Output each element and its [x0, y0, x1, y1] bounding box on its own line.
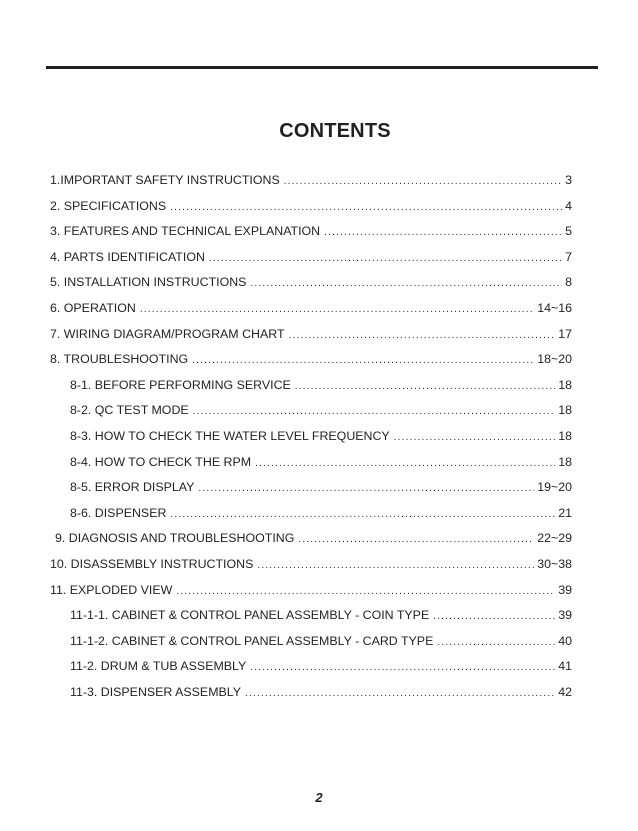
toc-entry-label: 1.IMPORTANT SAFETY INSTRUCTIONS [50, 173, 280, 187]
toc-entry-page: 8 [565, 275, 572, 290]
toc-entry-page: 30~38 [537, 557, 572, 571]
toc-leader-dots [284, 169, 562, 195]
toc-entry-label: 9. DIAGNOSIS AND TROUBLESHOOTING [55, 531, 295, 546]
toc-entry-page: 18 [558, 454, 572, 469]
toc-entry-page: 5 [565, 224, 572, 239]
toc-leader-dots [255, 451, 555, 477]
toc-entry-page: 42 [558, 685, 572, 699]
toc-entry[interactable] [50, 551, 572, 577]
toc-entry-page: 22~29 [537, 531, 572, 546]
toc-entry-page: 18 [558, 377, 572, 392]
toc-leader-dots [324, 220, 562, 246]
toc-entry-label: 8-5. ERROR DISPLAY [70, 480, 195, 495]
toc-entry-label: 11-1-2. CABINET & CONTROL PANEL ASSEMBLY - CARD TYPE [70, 633, 434, 648]
toc-entry-page: 17 [558, 326, 572, 341]
toc-entry-page: 3 [565, 173, 572, 187]
toc-leader-dots [193, 399, 556, 425]
toc-entry[interactable] [70, 449, 572, 475]
toc-leader-dots [170, 502, 555, 528]
toc-entry-label: 8-1. BEFORE PERFORMING SERVICE [70, 377, 291, 392]
toc-entry-page: 39 [558, 582, 572, 597]
toc-entry-label: 2. SPECIFICATIONS [50, 198, 167, 213]
toc-entry-label: 3. FEATURES AND TECHNICAL EXPLANATION [50, 224, 321, 239]
toc-leader-dots [245, 681, 555, 707]
toc-leader-dots [198, 476, 534, 502]
toc-entry-page: 41 [558, 659, 572, 674]
toc-leader-dots [250, 655, 555, 681]
toc-entry-page: 14~16 [537, 301, 572, 315]
toc-entry[interactable] [70, 653, 572, 679]
toc-entry[interactable] [50, 167, 572, 193]
toc-leader-dots [176, 579, 555, 605]
toc-leader-dots [257, 553, 534, 579]
toc-entry[interactable] [50, 193, 572, 219]
toc-entry-label: 4. PARTS IDENTIFICATION [50, 249, 205, 264]
toc-leader-dots [298, 527, 534, 553]
toc-entry-page: 4 [565, 198, 572, 213]
toc-entry-label: 8-4. HOW TO CHECK THE RPM [70, 454, 252, 469]
toc-entry[interactable] [50, 346, 572, 372]
toc-entry-label: 8-6. DISPENSER [70, 505, 167, 520]
toc-entry[interactable] [50, 295, 572, 321]
toc-entry[interactable] [70, 679, 572, 705]
toc-entry[interactable] [50, 321, 572, 347]
page-title: CONTENTS [279, 120, 391, 142]
toc-entry-label: 7. WIRING DIAGRAM/PROGRAM CHART [50, 326, 285, 341]
toc-entry-label: 8-2. QC TEST MODE [70, 403, 189, 418]
toc-entry-page: 7 [565, 249, 572, 264]
toc-entry-label: 11. EXPLODED VIEW [50, 582, 173, 597]
toc-entry[interactable] [70, 628, 572, 654]
toc-entry[interactable] [70, 500, 572, 526]
toc-leader-dots [140, 297, 534, 323]
toc-entry[interactable] [70, 602, 572, 628]
toc-entry-page: 18~20 [537, 352, 572, 367]
toc-leader-dots [394, 425, 556, 451]
toc-entry-label: 5. INSTALLATION INSTRUCTIONS [50, 275, 247, 290]
toc-leader-dots [250, 271, 562, 297]
toc-entry[interactable] [70, 474, 572, 500]
toc-entry-page: 21 [558, 505, 572, 520]
toc-entry-page: 18 [558, 429, 572, 443]
toc-entry[interactable] [70, 372, 572, 398]
toc-entry-page: 18 [558, 403, 572, 418]
toc-entry-label: 11-1-1. CABINET & CONTROL PANEL ASSEMBLY - COIN TYPE [70, 608, 430, 623]
toc-entry-label: 11-3. DISPENSER ASSEMBLY [70, 685, 242, 699]
toc-leader-dots [289, 323, 556, 349]
toc-leader-dots [295, 374, 555, 400]
toc-entry-label: 8. TROUBLESHOOTING [50, 352, 189, 367]
top-rule [46, 66, 598, 69]
toc-entry-page: 40 [558, 633, 572, 648]
toc-entry[interactable] [70, 397, 572, 423]
toc-entry[interactable] [70, 423, 572, 449]
toc-entry-page: 39 [558, 608, 572, 623]
toc-entry-page: 19~20 [537, 480, 572, 495]
toc-entry-label: 10. DISASSEMBLY INSTRUCTIONS [50, 557, 254, 571]
toc-entry-label: 11-2. DRUM & TUB ASSEMBLY [70, 659, 247, 674]
toc-entry[interactable] [50, 244, 572, 270]
toc-entry[interactable] [50, 577, 572, 603]
toc-leader-dots [170, 195, 562, 221]
toc-entry[interactable] [50, 269, 572, 295]
toc-leader-dots [209, 246, 562, 272]
toc-leader-dots [433, 604, 555, 630]
toc-entry-label: 6. OPERATION [50, 301, 136, 315]
page-number: 2 [315, 790, 323, 805]
toc-leader-dots [192, 348, 534, 374]
toc-entry[interactable] [50, 218, 572, 244]
toc-leader-dots [437, 630, 555, 656]
toc-entry[interactable] [55, 525, 572, 551]
toc-entry-label: 8-3. HOW TO CHECK THE WATER LEVEL FREQUENCY [70, 429, 390, 443]
